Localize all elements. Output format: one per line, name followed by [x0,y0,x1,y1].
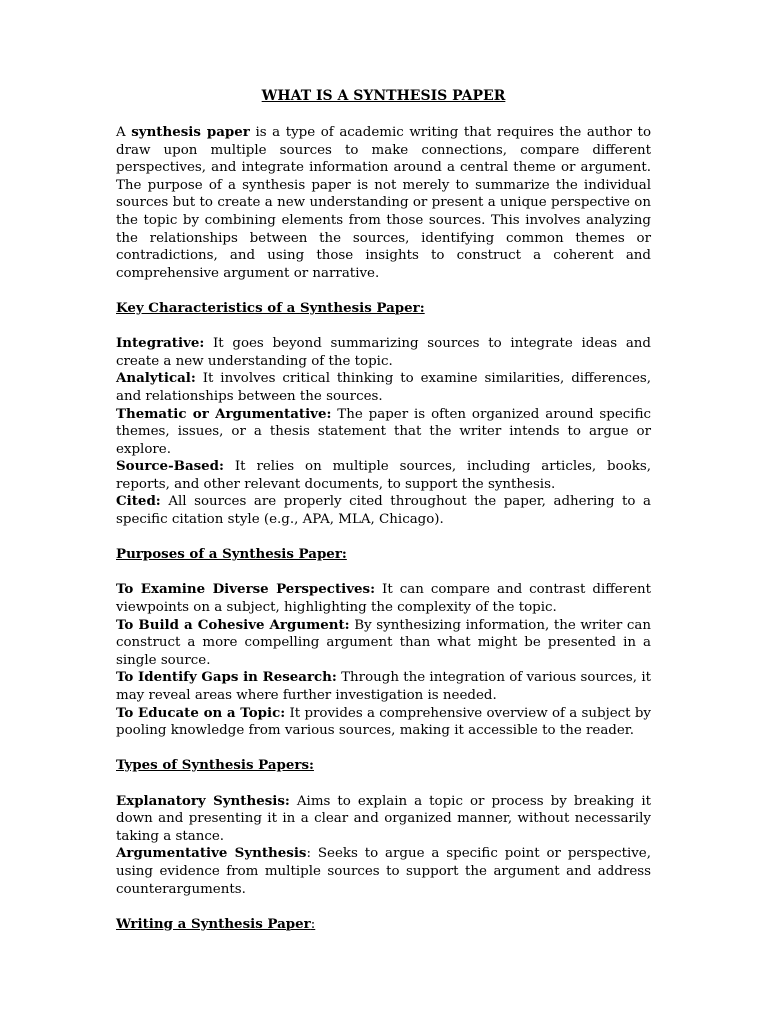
purpose-item [116,617,651,670]
type-text: : Seeks to argue a specific point or perspective, using evidence from multiple sources to support the argument and address counterarguments. [116,846,651,897]
characteristic-text: It involves critical thinking to examine similarities, differences, and relationships between the sources. [116,371,651,404]
characteristic-item [116,493,651,528]
purpose-item [116,669,651,704]
characteristic-item [116,406,651,459]
purpose-term: To Identify Gaps in Research: [116,669,337,686]
purpose-text: It can compare and contrast different viewpoints on a subject, highlighting the complexity of the topic. [116,582,651,616]
characteristic-term: Cited: [116,493,161,510]
purpose-term: To Examine Diverse Perspectives: [116,581,376,598]
writing-heading-colon: : [310,916,316,932]
characteristic-item [116,458,651,493]
purpose-text: Through the integration of various sources, it may reveal areas where further investigation is needed. [116,670,651,703]
purposes-heading: Purposes of a Synthesis Paper: [116,546,347,563]
type-item [116,845,651,898]
characteristic-item [116,335,651,370]
writing-heading-text: Writing a Synthesis Paper [116,915,311,932]
characteristic-text: All sources are properly cited throughout the paper, adhering to a specific citation style (e.g., APA, MLA, Chicago). [116,494,651,528]
purpose-term: To Educate on a Topic: [116,704,286,721]
characteristic-item [116,370,651,405]
writing-heading [116,916,651,934]
type-term: Explanatory Synthesis: [116,792,290,809]
type-text: Aims to explain a topic or process by breaking it down and presenting it in a clear and organized manner, without necessarily taking a stance. [116,793,652,844]
characteristic-term: Integrative: [116,335,205,352]
purpose-text: It provides a comprehensive overview of a subject by pooling knowledge from various sources, making it accessible to the reader. [116,705,651,739]
characteristic-text: It relies on multiple sources, including articles, books, reports, and other relevant documents, to support the synthesis. [116,459,651,492]
intro-term: synthesis paper [131,124,250,140]
intro-text: is a type of academic writing that requires the author to draw upon multiple sources to make connections, compare different perspectives, and integrate information around a central theme or argument. The purpose of a synthesis paper is not merely to summarize the individual sources but to create a new understanding or present a unique perspective on the topic by combining elements from those sources. This involves analyzing the relationships between the sources, identifying common themes or contradictions, and using those insights to construct a coherent and comprehensive argument or narrative. [116,125,651,281]
characteristic-text: It goes beyond summarizing sources to integrate ideas and create a new understanding of the topic. [116,336,651,369]
characteristic-text: The paper is often organized around specific themes, issues, or a thesis statement that the writer intends to argue or explore. [116,406,652,457]
type-term: Argumentative Synthesis [116,845,307,862]
page-title: WHAT IS A SYNTHESIS PAPER [261,88,506,104]
intro-paragraph [116,124,651,282]
purpose-item [116,705,651,740]
characteristics-heading: Key Characteristics of a Synthesis Paper: [116,299,425,316]
characteristic-term: Source-Based: [116,458,224,475]
types-heading: Types of Synthesis Papers: [116,757,314,774]
characteristic-term: Analytical: [116,370,196,387]
characteristic-term: Thematic or Argumentative: [116,405,332,422]
purpose-term: To Build a Cohesive Argument: [116,616,350,633]
type-item [116,793,651,846]
purpose-item [116,581,651,616]
purpose-text: By synthesizing information, the writer can construct a more compelling argument than what might be presented in a single source. [116,617,651,668]
intro-lead: A [116,125,132,140]
